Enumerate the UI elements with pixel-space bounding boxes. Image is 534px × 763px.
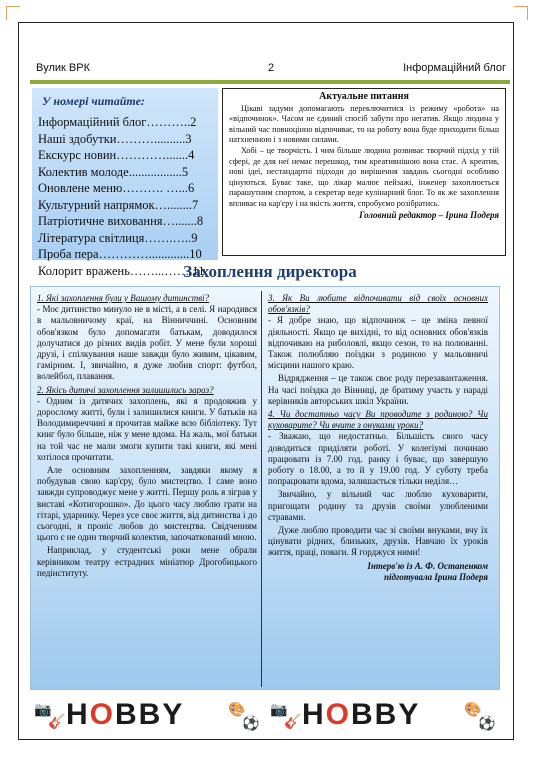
interview-panel	[30, 286, 500, 690]
topical-paragraph: Цікаві задуми допомагають переключитися із режиму «робота» на «відпочинок». Часом не єдиний спосіб забути про негатив. Якщо людина у вільний час повноцінно відпочиває, то на роботу вона буде приходити більш натхненною і з новими силами.	[229, 103, 499, 145]
corner-mark-right	[514, 6, 528, 20]
toc-item[interactable]: Оновлене меню………. …...6	[38, 181, 195, 195]
palette-icon: 🎨	[464, 703, 482, 718]
topical-issue-box	[222, 88, 506, 256]
hobby-logo: HOBBY	[302, 698, 421, 731]
article-title: Захоплення директора	[183, 262, 357, 281]
interview-credit: підготувала Ірина Подеря	[383, 571, 488, 582]
interview-question: 3. Як Ви любите відпочивати від своїх основних обов'язків?	[268, 293, 488, 315]
corner-mark-left	[6, 6, 20, 20]
interview-answer: Звичайно, у вільний час люблю куховарити, пригощати родину та друзів своїми улюбленими стравами.	[268, 489, 488, 522]
interview-answer: Наприклад, у студентські роки мене обрали керівником театру естрадних мініатюр Дрогобицького педінституту.	[37, 545, 257, 578]
camera-icon: 📷	[270, 703, 288, 718]
interview-question: 2. Якісь дитячі захоплення залишились зараз?	[37, 384, 214, 395]
interview-column-left	[37, 291, 257, 581]
topical-issue-title: Актуальне питання	[319, 91, 409, 102]
header-page-number: 2	[268, 62, 275, 74]
interview-question: 1. Які захоплення були у Вашому дитинстві?	[37, 293, 210, 303]
column-divider	[261, 291, 262, 687]
toc-item[interactable]: Колорит вражень……...…….11	[38, 263, 205, 278]
toc-item[interactable]: Колектив молоде.................5	[38, 164, 189, 179]
toc-item[interactable]: Інформаційний блог………..2	[38, 115, 197, 129]
toc-title: У номері читайте:	[42, 94, 145, 108]
hobby-logo: HOBBY	[66, 698, 185, 731]
header-publication-name: Вулик ВРК	[36, 62, 90, 74]
toc-item[interactable]: Екскурс новин………….......4	[38, 148, 195, 162]
toc-item[interactable]: Культурний напрямок…........7	[38, 197, 199, 212]
hobby-banner	[268, 696, 498, 734]
interview-answer: Дуже люблю проводити час зі своїми внуками, вчу їх цінувати рідних, близьких, друзів. Навчаю їх уроків життя, праці, поваги. Я горджуся ними!	[268, 525, 488, 558]
header-rule	[30, 80, 510, 84]
toc-item[interactable]: Патріотичне виховання….......8	[38, 214, 204, 228]
interview-question: 4. Чи достатньо часу Ви проводите з родиною? Чи куховарите? Чи вчите з онуками уроки?	[268, 409, 488, 431]
interview-column-right	[268, 291, 488, 583]
toc-item[interactable]: Література світлиця…….…..9	[38, 230, 198, 245]
toc-item[interactable]: Наші здобутки………..........3	[38, 131, 192, 146]
interview-answer: - Одним із дитячих захоплень, які я продовжив у дорослому житті, були і залишилися книги. У батьків на Володимиреччині я прочитав майже всю бібліотеку. Тут книг було більше, ніж у мене вдома. На жаль, мої батьки на той час не мали змоги купити такі книги, які мені хотілося прочитати.	[37, 395, 257, 462]
interview-answer: Але основним захопленням, завдяки якому я побудував свою кар'єру, було мистецтво. І саме воно завжди супроводжує мене у житті. Першу роль я зіграв у виставі «Котигорошко». До цього часу люблю грати на гітарі, ударнику. Через усе своє життя, від дитинства і до сьогодні, я проніс любов до мистецтва. Свідченням цього є не один творчий колектив, започаткований мною.	[37, 465, 257, 543]
page-header	[30, 62, 510, 76]
palette-icon: 🎨	[228, 703, 246, 718]
table-of-contents	[32, 88, 218, 278]
header-section-name: Інформаційний блог	[403, 62, 506, 74]
interview-credit: Інтерв'ю із А. Ф. Остапенком	[367, 560, 488, 571]
toc-item[interactable]: Проба пера………….............10	[38, 247, 202, 261]
interview-answer: - Моє дитинство минуло не в місті, а в селі. Я народився в мальовничому краї, на Вінниччині. Основним обов'язком було допомагати батькам, доводилося долучатися до різних видів робіт. У мене були хороші друзі, і спілкування наше завжди було живим, цікавим, гамірним. І, звичайно, я дуже любив спорт: футбол, волейбол, плавання.	[37, 304, 257, 382]
interview-answer: - Я добре знаю, що відпочинок – це зміна певної діяльності. Якщо це вихідні, то від основних обов'язків відпочиваю на риболовлі, якщо сезон, то на полюванні. Також полюбляю поїздки з родиною у мальовничі місцини нашого краю.	[268, 315, 488, 371]
guitar-icon: 🎸	[284, 715, 302, 730]
guitar-icon: 🎸	[48, 715, 66, 730]
hobby-banner	[32, 696, 262, 734]
soccer-ball-icon: ⚽	[478, 717, 496, 732]
editor-signature: Головний редактор – Ірина Подеря	[359, 209, 499, 220]
topical-paragraph: Хобі – це творчість. І чим більше людина розвиває творчий підхід у тій сфері, де для неї немає перешкод, тим креативнішою вона стає. А креатив, нові ідеї, нестандартні підходи до вирішення завдань сьогодні особливо цінуються. Буває таке, що лікар малює пейзажі, інженер захоплюється парашутним спортом, а секретар веде кулінарний блог. То як же захоплення впливає на кар'єру і на якість життя, спробуємо розібратись.	[229, 145, 499, 208]
soccer-ball-icon: ⚽	[242, 717, 260, 732]
camera-icon: 📷	[34, 703, 52, 718]
interview-answer: - Зважаю, що недостатньо. Більшість свого часу доводиться приділяти роботі. У колегіумі починаю працювати із 7.00 год. ранку і буває, що завершую роботу о 18.00, а то й у 19.00 год. У суботу треба попрацювати вдома, залишається тільки неділя…	[268, 431, 488, 487]
interview-answer: Відрядження – це також своє роду перезавантаження. На часі поїздка до Вінниці, де братиму участь у нараді керівників авторських шкіл України.	[268, 373, 488, 406]
